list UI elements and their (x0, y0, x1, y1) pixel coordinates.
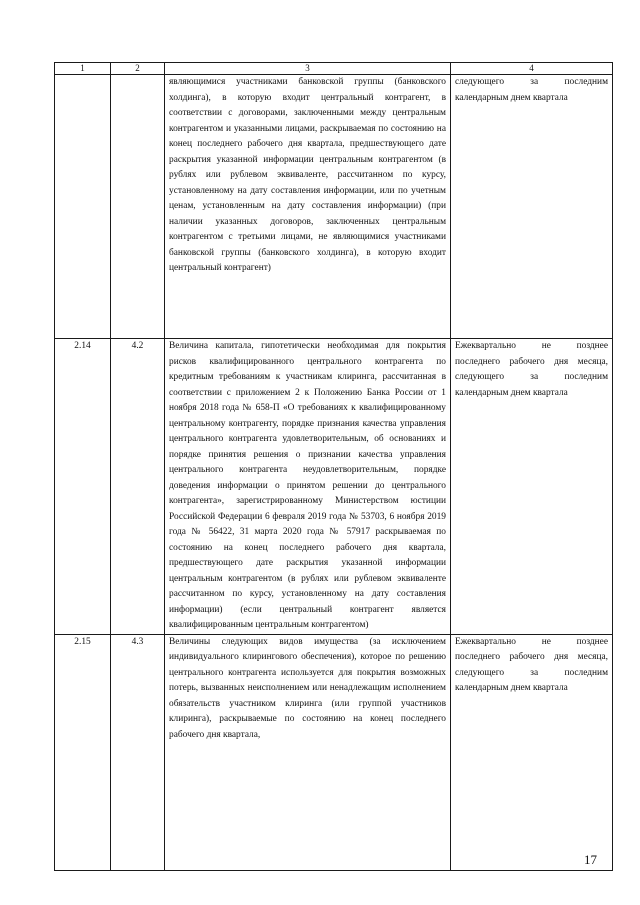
column-header-4: 4 (451, 63, 613, 75)
row-number-cell: 2.14 (55, 339, 111, 635)
column-header-3: 3 (165, 63, 451, 75)
row-period-cell: следующего за последним календарным днем квартала (451, 75, 613, 339)
table-row (55, 339, 613, 635)
table-header-row (55, 63, 613, 75)
table-row (55, 75, 613, 339)
column-header-2: 2 (111, 63, 165, 75)
row-period-cell: Ежеквартально не позднее последнего рабочего дня месяца, следующего за последним календарным днем квартала (451, 339, 613, 635)
row-code-cell: 4.3 (111, 634, 165, 870)
row-number-cell (55, 75, 111, 339)
row-description-cell: Величина капитала, гипотетически необходимая для покрытия рисков квалифицированного центрального контрагента по кредитным требованиям к участникам клиринга, рассчитанная в соответствии с приложением 2 к Положению Банка России от 1 ноября 2018 года № 658-П «О требованиях к квалифицированному центральному контрагенту, порядке признания качества управления центрального контрагента удовлетворительным, об основаниях и порядке принятия решения о признании качества управления центрального контрагента неудовлетворительным, порядке доведения информации о принятом решении до центрального контрагента», зарегистрированному Министерством юстиции Российской Федерации 6 февраля 2019 года № 53703, 6 ноября 2019 года № 56422, 31 марта 2020 года № 57917 раскрываемая по состоянию на конец последнего рабочего дня квартала, предшествующего дате раскрытия указанной информации центральным контрагентом (в рублях или рублевом эквиваленте рассчитанном по курсу, установленному на дату составления информации) (если центральный контрагент является квалифицированным центральным контрагентом) (165, 339, 451, 635)
row-period-cell: Ежеквартально не позднее последнего рабочего дня месяца, следующего за последним календарным днем квартала (451, 634, 613, 870)
row-code-cell: 4.2 (111, 339, 165, 635)
column-header-1: 1 (55, 63, 111, 75)
row-number-cell: 2.15 (55, 634, 111, 870)
row-description-cell: являющимися участниками банковской группы (банковского холдинга), в которую входит центральный контрагент, в соответствии с договорами, заключенными между центральным контрагентом и указанными лицами, раскрываемая по состоянию на конец последнего рабочего дня квартала, предшествующего дате раскрытия указанной информации центральным контрагентом (в рублях или рублевом эквиваленте, рассчитанном по курсу, установленному на дату составления информации, или по учетным ценам, установленным на дату составления информации) (при наличии указанных договоров, заключенных центральным контрагентом с третьими лицами, не являющимися участниками банковской группы (банковского холдинга), в которую входит центральный контрагент) (165, 75, 451, 339)
disclosure-table (54, 62, 613, 871)
row-code-cell (111, 75, 165, 339)
row-description-cell: Величины следующих видов имущества (за исключением индивидуального клирингового обеспечения), которое по решению центрального контрагента используется для покрытия возможных потерь, вызванных неисполнением или ненадлежащим исполнением обязательств участником клиринга (или группой участников клиринга), раскрываемые по состоянию на конец последнего рабочего дня квартала, (165, 634, 451, 870)
table-row (55, 634, 613, 870)
page-number: 17 (584, 852, 597, 867)
